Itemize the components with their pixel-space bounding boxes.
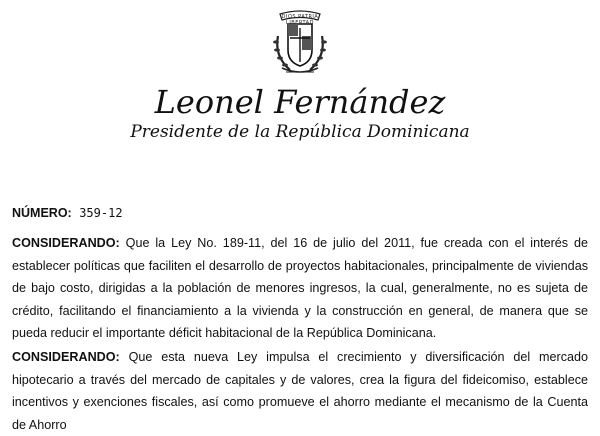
seal-motto: DIOS PATRIA LIBERTAD: [281, 14, 319, 26]
decree-number-label: NÚMERO:: [12, 206, 72, 220]
decree-number-value: 359-12: [79, 206, 123, 220]
considerando-paragraph: [12, 232, 588, 345]
president-name: Leonel Fernández: [154, 83, 446, 121]
considerando-paragraph: [12, 346, 588, 436]
coat-of-arms-seal: [268, 6, 332, 78]
paragraph-text: Que esta nueva Ley impulsa el crecimiento y diversificación del mercado hipotecario a través del mercado de capitales y de valores, crea la figura del fideicomiso, establece incentivos y exenciones fiscales, así como promueve el ahorro mediante el mecanismo de la Cuenta de Ahorro: [12, 350, 588, 432]
paragraph-text: Que la Ley No. 189-11, del 16 de julio del 2011, fue creada con el interés de establecer políticas que faciliten el desarrollo de proyectos habitacionales, principalmente de viviendas de bajo costo, dirigidas a la población de menores ingresos, la cual, generalmente, no es sujeta de crédito, facilitando el financiamiento a la vivienda y la construcción en general, de manera que se pueda reducir el importante déficit habitacional de la República Dominicana.: [12, 236, 589, 340]
president-title: Presidente de la República Dominicana: [130, 122, 470, 142]
decree-number: [12, 204, 123, 222]
considerando-label: CONSIDERANDO:: [12, 350, 120, 364]
considerando-label: CONSIDERANDO:: [12, 236, 120, 250]
